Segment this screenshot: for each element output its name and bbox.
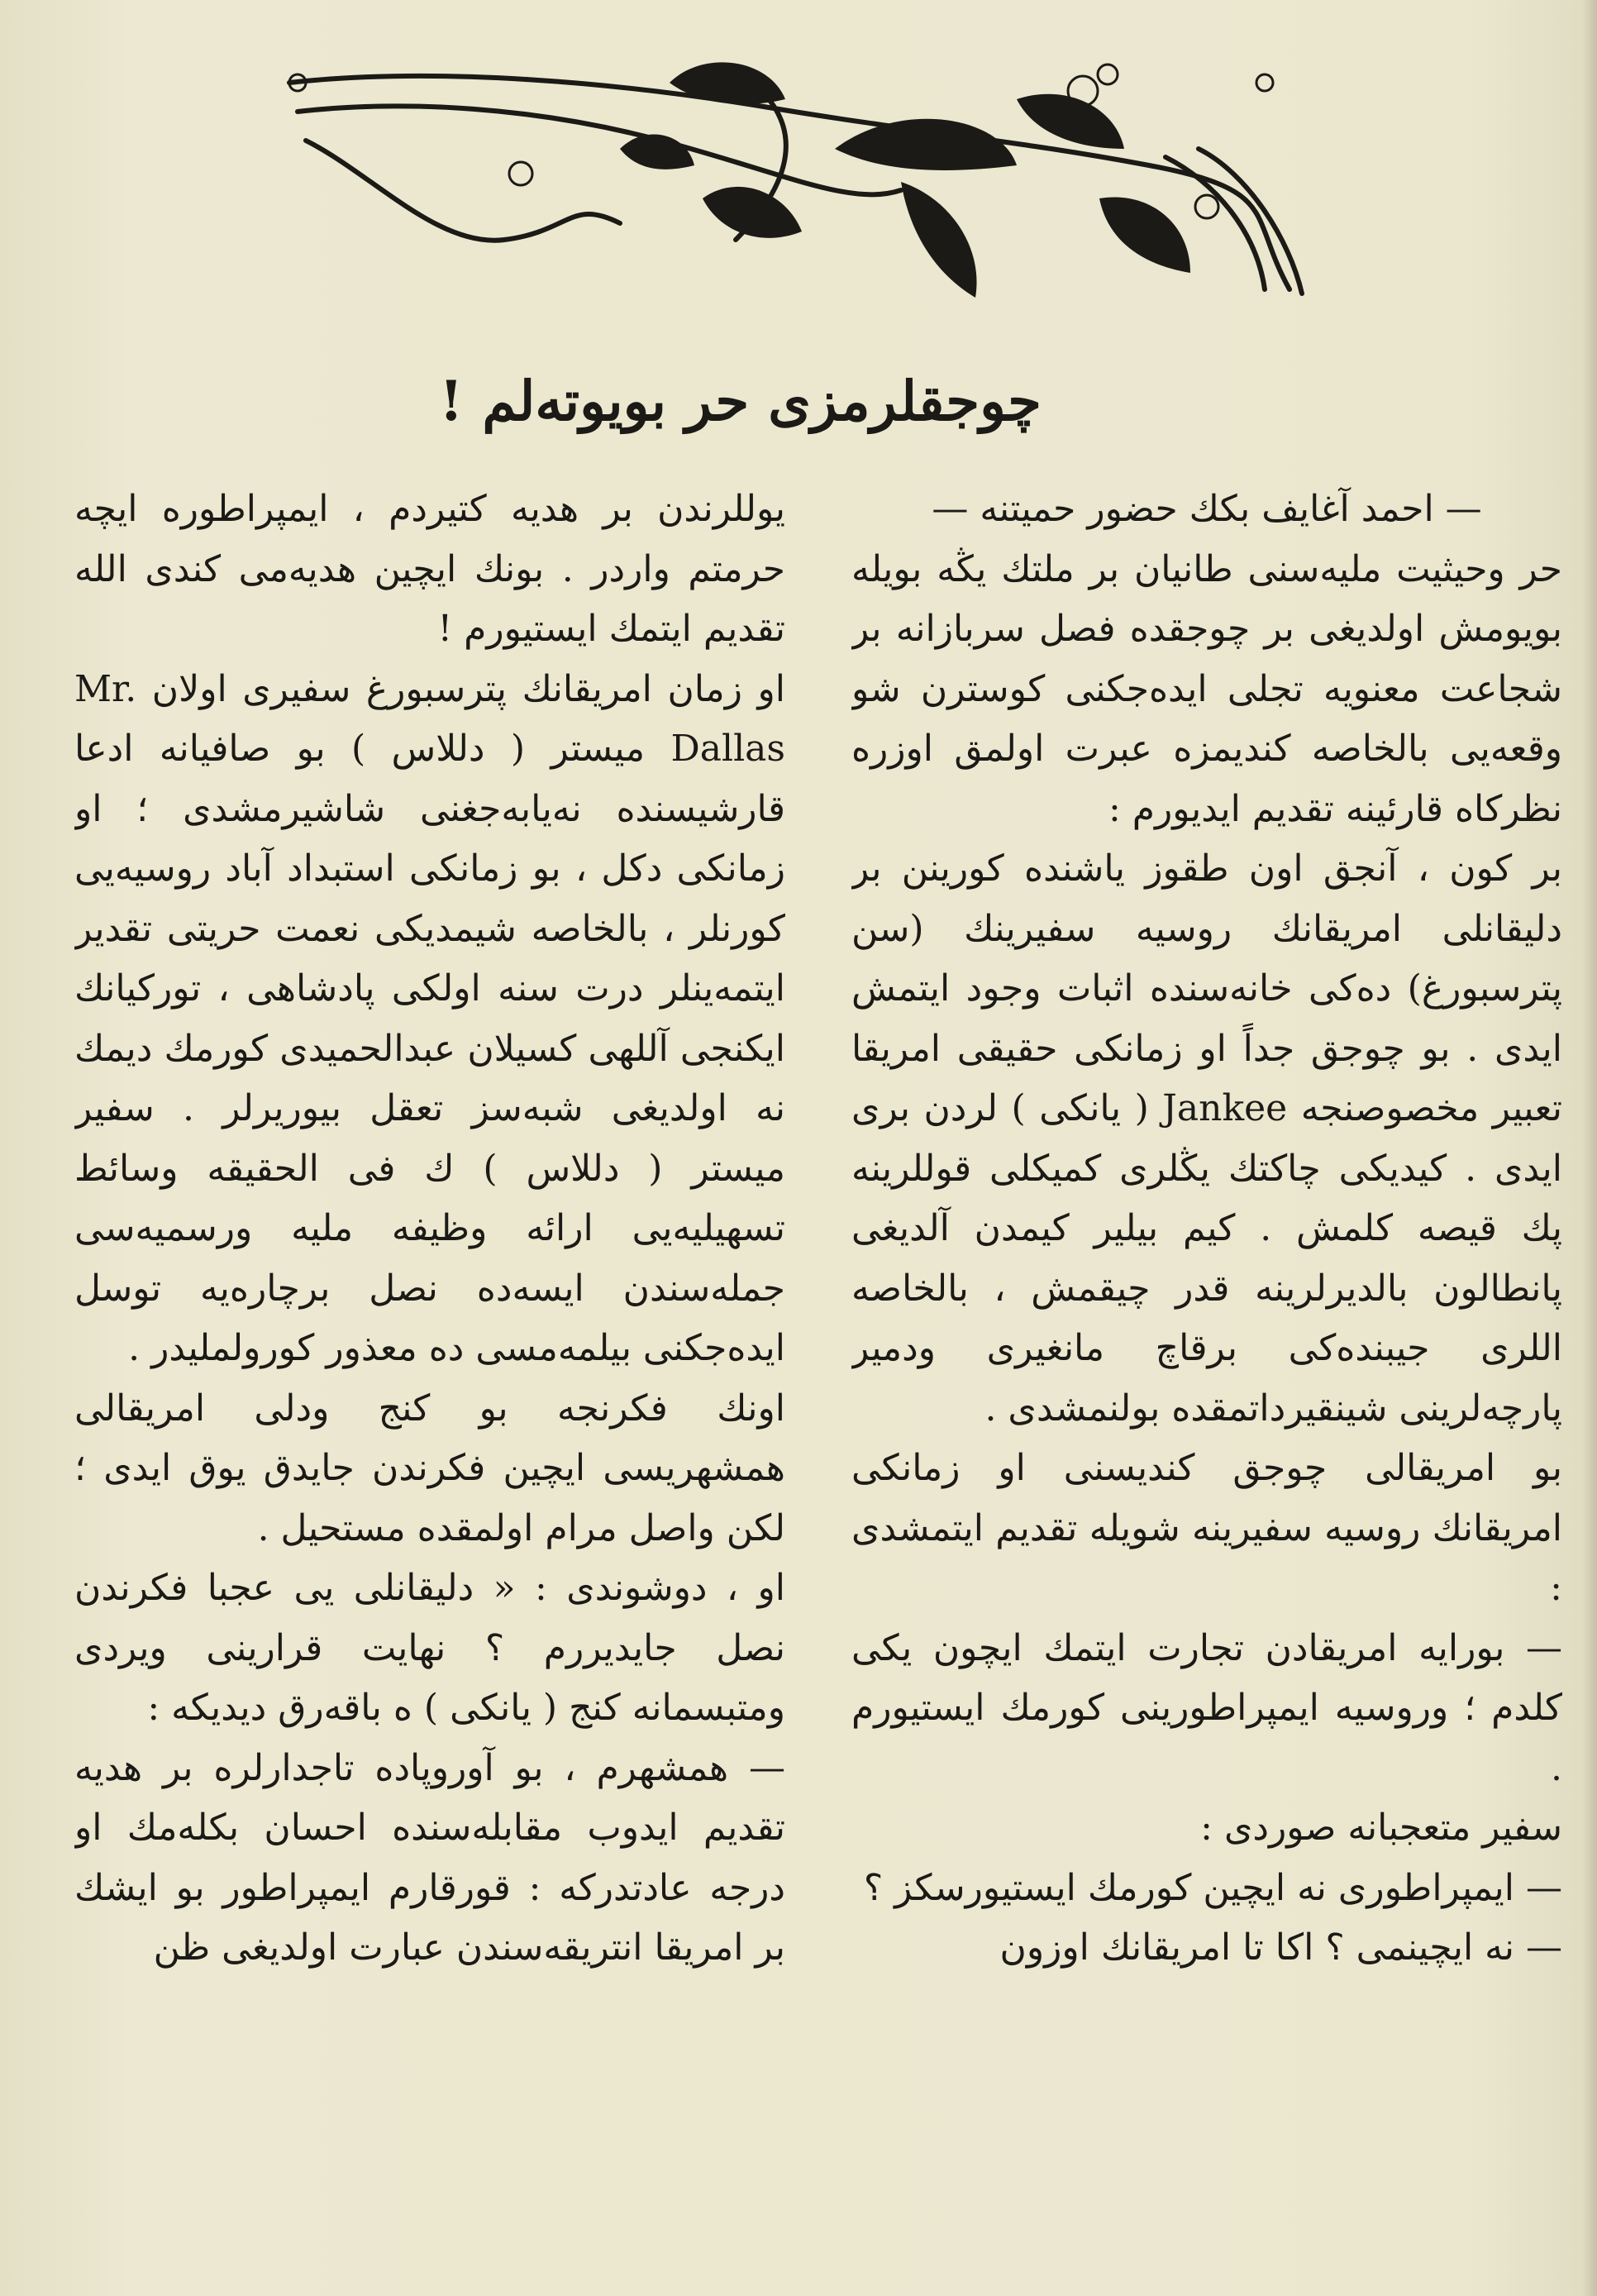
page-edge-shadow xyxy=(1582,0,1597,2296)
dialogue-line: — نه ايچينمى ؟ اكا تا امريقانك اوزون xyxy=(999,1926,1562,1969)
floral-vine-ornament-icon xyxy=(273,50,1347,298)
dedication-line: — احمد آغايف بكك حضور حميتنه — xyxy=(932,488,1482,530)
paragraph: بو امريقالى چوجق كنديسنى او زمانكى امريقانك روسيه سفيرينه شويله تقديم ايتمشدى : xyxy=(851,1447,1562,1609)
paragraph: حر وحيثيت مليه‌سنى طانيان بر ملتك يڭه بويله بويومش اولديغى بر چوجقده فصل سربازانه بر شجاعت معنويه تجلى ايده‌جكنى كوسترن شو وقعه‌يى بالخاصه كنديمزه عبرت اولمق اوزره نظركاه قارئينه تقديم ايديورم : xyxy=(851,547,1562,830)
paragraph: او ، دوشوندى : « دليقانلى يى عجبا فكرندن نصل جايديررم ؟ نهايت قرارينى ويردى ومتبسمانه كنج ( يانكى ) ه باقه‌رق ديديكه : xyxy=(74,1567,785,1729)
paragraph: — همشهرم ، بو آوروپاده تاجدارلره بر هديه تقديم ايدوب مقابله‌سنده احسان بكله‌مك او درجه عادتدركه : قورقارم ايمپراطور بو ايشك بر امريقا انتريقه‌سندن عبارت اولديغى ظن xyxy=(74,1746,785,1969)
paragraph: يوللرندن بر هديه كتيردم ، ايمپراطوره ايچه حرمتم واردر . بونك ايچين هديه‌مى كندى الله تقديم ايتمك ايستيورم ! xyxy=(74,488,785,650)
dialogue-line: سفير متعجبانه صوردى : xyxy=(1200,1807,1562,1849)
paragraph: بر كون ، آنجق اون طقوز ياشنده كورينن بر دليقانلى امريقانك روسيه سفيرينك (سن پترسبورغ) ده‌كى خانه‌سنده اثبات وجود ايتمش ايدى . بو چوجق جداً او زمانكى حقيقى امريقا تعبير مخصوصنجه Jankee ( يانكى ) لردن برى ايدى . كيديكى چاكتك يڭلرى كميكلى قوللرينه پك قيصه كلمش . كيم بيلير كيمدن آلديغى پانطالون بالديرلرينه قدر چيقمش ، بالخاصه اللرى جيبنده‌كى برقاچ مانغيرى ودمير پارچه‌لرينى شينقيرداتمقده بولنمشدى . xyxy=(851,847,1562,1430)
dialogue-line: — ايمپراطورى نه ايچين كورمك ايستيورسكز ؟ xyxy=(863,1866,1562,1909)
paragraph: اونك فكرنجه بو كنج ودلى امريقالى همشهريسى ايچين فكرندن جايدق يوق ايدى ؛ لكن واصل مرام اولمقده مستحيل . xyxy=(74,1387,785,1549)
paragraph: او زمان امريقانك پترسبورغ سفيرى اولان Mr. Dallas ميستر ( دللاس ) بو صافيانه ادعا قارشيسنده نه‌يابه‌جغنى شاشيرمشدى ؛ او زمانكى دكل ، بو زمانكى استبداد آباد روسيه‌يى كورنلر ، بالخاصه شيمديكى نعمت حريتى تقدير ايتمه‌ينلر درت سنه اولكى پادشاهى ، توركيانك ايكنجى آللهى كسيلان عبدالحميدى كورمك ديمك نه اولديغى شبه‌سز تعقل بيوريرلر . سفير ميستر ( دللاس ) ك فى الحقيقه وسائط تسهيليه‌يى ارائه وظيفه مليه ورسميه‌سى جمله‌سندن ايسه‌ده نصل برچاره‌يه توسل ايده‌جكنى بيلمه‌مسى ده معذور كورولمليدر . xyxy=(74,667,785,1369)
dialogue-line: — بورايه امريقادن تجارت ايتمك ايچون يكى كلدم ؛ وروسيه ايمپراطورينى كورمك ايستيورم . xyxy=(851,1626,1562,1789)
article-title: چوجقلرمزى حر بويوته‌لم ! xyxy=(439,369,1042,433)
right-column xyxy=(851,480,1562,2257)
left-column xyxy=(74,480,785,2257)
